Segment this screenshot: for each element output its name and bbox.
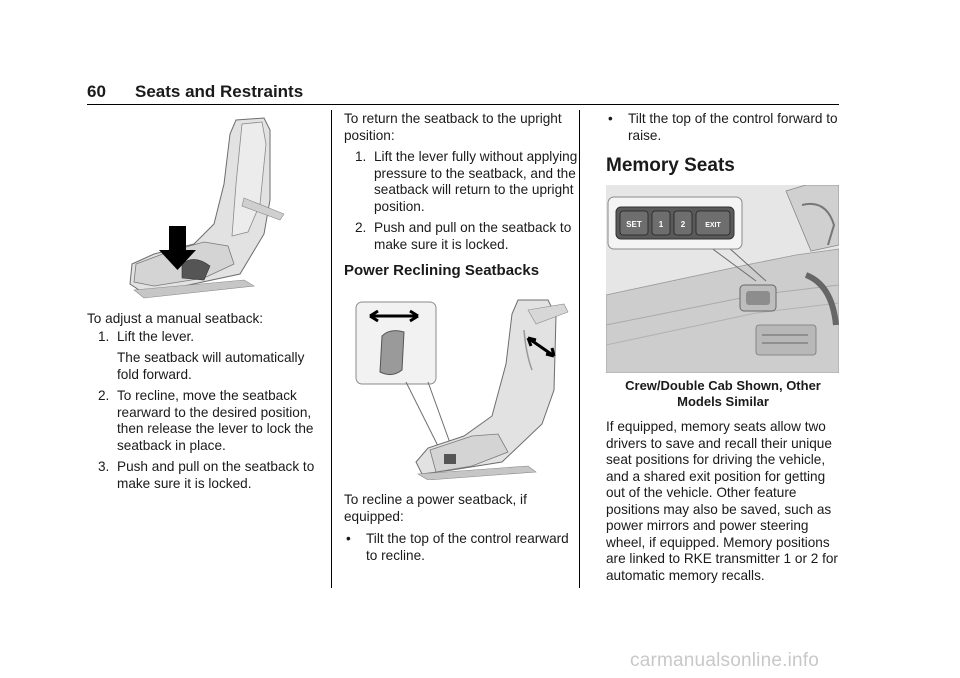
manual-step-3 (87, 459, 322, 492)
page-header (87, 82, 303, 102)
header-rule (87, 104, 839, 105)
step-number: 3. (98, 459, 110, 474)
step-text: To recline, move the seatback rearward to the desired position, then release the lever to lock the seatback in place. (117, 388, 314, 453)
step-text: Push and pull on the seatback to make sure it is locked. (374, 220, 572, 252)
memory-button-1-label: 1 (658, 220, 664, 229)
raise-bullet-item (606, 111, 840, 144)
manual-step-1 (87, 329, 322, 346)
column-divider-2 (579, 110, 580, 588)
column-3-top (606, 111, 840, 175)
figure-caption: Crew/Double Cab Shown, Other Models Similar (625, 378, 821, 409)
step-text: Lift the lever. (117, 328, 195, 344)
column-divider-1 (331, 110, 332, 588)
step-text: Push and pull on the seatback to make sure it is locked. (117, 459, 315, 491)
column-2-bottom (344, 492, 579, 564)
memory-button-2-label: 2 (680, 220, 686, 229)
memory-seats-paragraph: If equipped, memory seats allow two drivers to save and recall their unique seat positions for driving the vehicle, and a shared exit position for getting out of the vehicle. Other feature positions may also be saved, such as power mirrors and power steering wheel, if equipped. Memory positions are linked to RKE transmitter 1 or 2 for automatic memory recalls. (606, 419, 838, 583)
memory-seat-door-illustration (606, 185, 839, 373)
bullet-text: Tilt the top of the control rearward to recline. (366, 531, 569, 563)
step-number: 1. (355, 149, 367, 164)
step-1-note: The seatback will automatically fold forward. (117, 350, 305, 382)
manual-seat-illustration (124, 114, 296, 300)
bullet-mark: • (346, 531, 351, 546)
bullet-mark: • (608, 111, 613, 126)
recline-bullet-item (344, 531, 579, 564)
column-3-bottom (606, 378, 840, 584)
memory-button-exit-label: EXIT (705, 222, 721, 229)
upright-step-2 (344, 220, 579, 253)
section-title: Seats and Restraints (135, 82, 304, 101)
memory-button-set-label: SET (626, 220, 642, 229)
column-1 (87, 311, 322, 492)
power-recline-intro: To recline a power seatback, if equipped: (344, 492, 527, 524)
watermark: carmanualsonline.info (630, 650, 820, 671)
step-number: 2. (98, 388, 110, 403)
manual-seatback-intro: To adjust a manual seatback: (87, 311, 264, 326)
memory-seats-heading: Memory Seats (606, 155, 735, 176)
upright-intro: To return the seatback to the upright position: (344, 111, 562, 143)
power-recline-seat-illustration (352, 294, 578, 480)
upright-step-1 (344, 149, 579, 215)
step-number: 1. (98, 328, 110, 344)
step-number: 2. (355, 220, 367, 235)
step-text: Lift the lever fully without applying pressure to the seatback, and the seatback will return to the upright position. (374, 149, 578, 214)
manual-step-2 (87, 388, 322, 454)
page-number: 60 (87, 82, 106, 101)
column-2-top (344, 111, 579, 280)
bullet-text: Tilt the top of the control forward to raise. (628, 111, 838, 143)
power-reclining-heading: Power Reclining Seatbacks (344, 262, 540, 279)
